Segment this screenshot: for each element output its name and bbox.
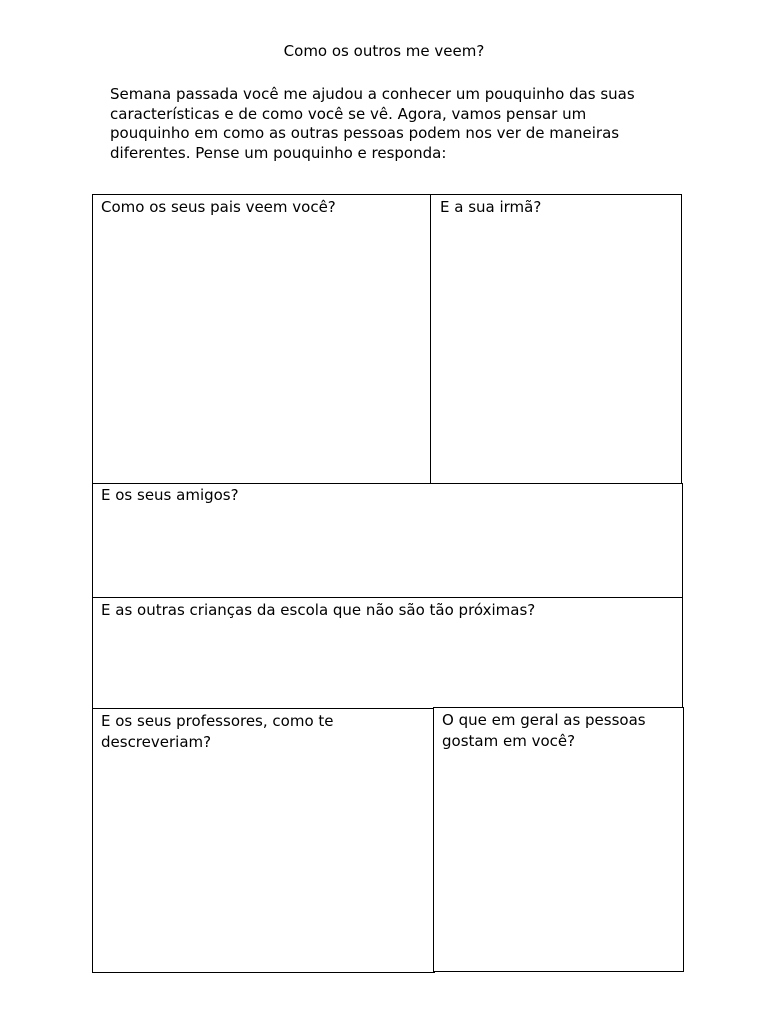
question-people-like: O que em geral as pessoas gostam em você? [442, 711, 646, 750]
page-title: Como os outros me veem? [283, 42, 485, 60]
question-sister: E a sua irmã? [440, 198, 542, 216]
question-teachers: E os seus professores, como te descreveriam? [101, 712, 334, 751]
answer-box-sister[interactable] [430, 194, 682, 484]
answer-box-parents[interactable] [92, 194, 431, 484]
question-friends: E os seus amigos? [101, 486, 239, 504]
question-school-children: E as outras crianças da escola que não são tão próximas? [101, 601, 536, 619]
question-parents: Como os seus pais veem você? [101, 198, 336, 216]
intro-paragraph: Semana passada você me ajudou a conhecer um pouquinho das suas características e de como você se vê. Agora, vamos pensar um pouquinho em como as outras pessoas podem nos ver de maneiras diferentes. Pense um pouquinho e responda: [110, 85, 635, 162]
